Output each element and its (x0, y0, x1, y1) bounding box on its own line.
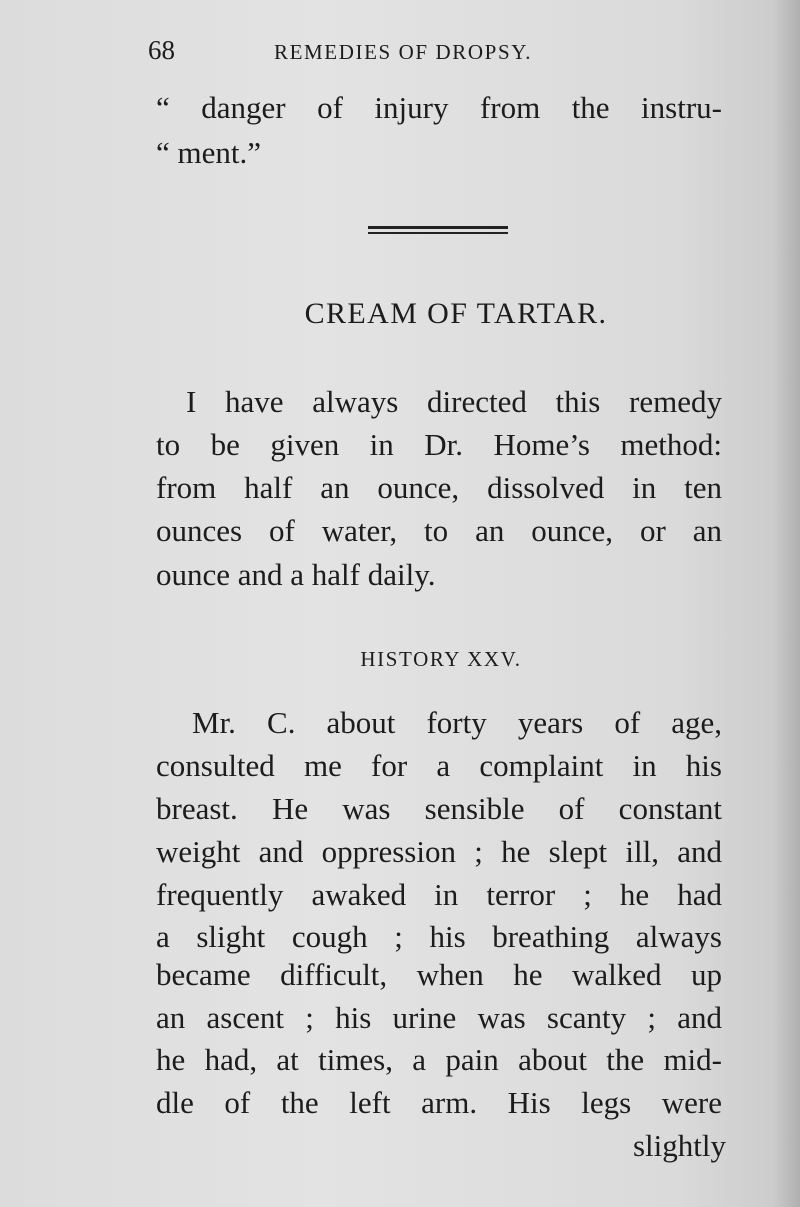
history-line: breast. He was sensible of constant (156, 791, 722, 826)
history-line: frequently awaked in terror ; he had (156, 877, 722, 912)
continuation-line: “ danger of injury from the instru- (156, 90, 722, 125)
history-line: Mr. C. about forty years of age, (192, 705, 722, 740)
paragraph-line: ounce and a half daily. (156, 557, 436, 592)
section-title: CREAM OF TARTAR. (304, 297, 608, 330)
continuation-line: “ ment.” (156, 135, 262, 170)
history-line: dle of the left arm. His legs were (156, 1085, 722, 1120)
history-line: consulted me for a complaint in his (156, 748, 722, 783)
catchword: slightly (632, 1128, 726, 1163)
paragraph-line: I have always directed this remedy (186, 384, 722, 419)
history-line: a slight cough ; his breathing always (156, 919, 722, 954)
page-number: 68 (148, 35, 175, 65)
history-line: weight and oppression ; he slept ill, and (156, 834, 722, 869)
section-divider (368, 232, 508, 234)
running-head: REMEDIES OF DROPSY. (274, 40, 533, 64)
paragraph-line: ounces of water, to an ounce, or an (156, 513, 722, 548)
history-title: HISTORY XXV. (360, 647, 522, 671)
section-divider (368, 226, 508, 229)
page-header (148, 32, 734, 68)
history-line: he had, at times, a pain about the mid- (156, 1042, 722, 1077)
paragraph-line: to be given in Dr. Home’s method: (156, 427, 722, 462)
paragraph-line: from half an ounce, dissolved in ten (156, 470, 722, 505)
history-line: became difficult, when he walked up (156, 957, 722, 992)
history-line: an ascent ; his urine was scanty ; and (156, 1000, 722, 1035)
page-edge-shadow (772, 0, 800, 1207)
